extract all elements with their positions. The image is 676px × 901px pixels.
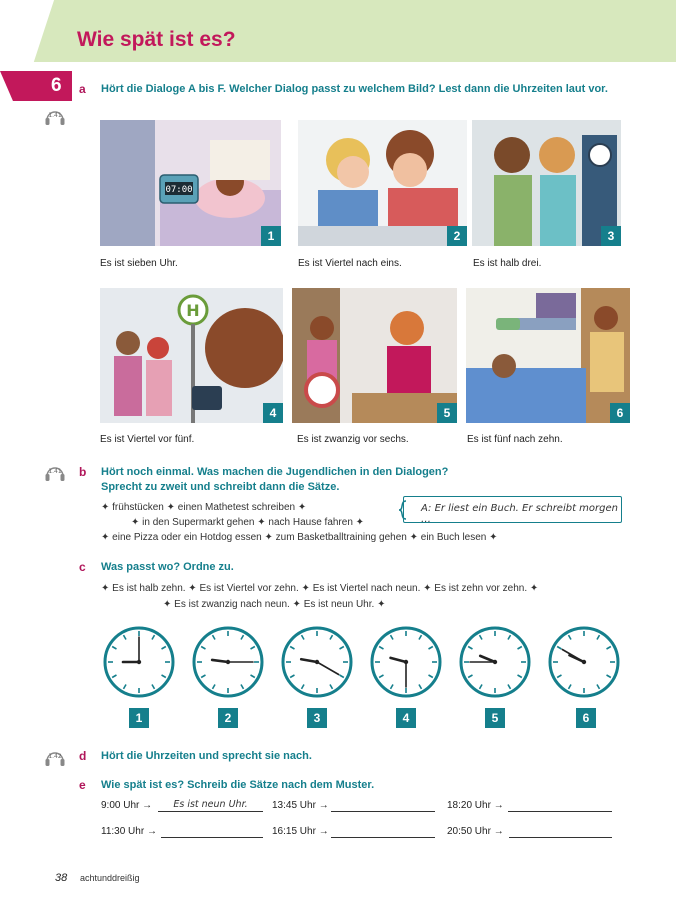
speech-bracket-icon [398,500,410,520]
exercise-number: 6 [51,75,62,96]
picture-number: 4 [263,403,283,423]
clock-number: 5 [485,708,505,728]
clock-face-1 [102,625,176,699]
phrase-line: ✦ Es ist halb zehn. ✦ Es ist Viertel vor zehn. ✦ Es ist Viertel nach neun. ✦ Es ist zehn vor zehn. ✦ [101,583,539,594]
clock-face-6 [547,625,621,699]
picture-caption: Es ist Viertel vor fünf. [100,434,195,445]
picture-4 [100,288,283,423]
picture-3 [472,120,621,246]
section-b-instruction-line1: Hört noch einmal. Was machen die Jugendlichen in den Dialogen? [101,466,449,478]
clock-number: 3 [307,708,327,728]
page-number-word: achtunddreißig [80,873,140,883]
clock-number: 4 [396,708,416,728]
section-a-letter: a [79,82,86,96]
section-b-letter: b [79,465,87,479]
section-e-instruction: Wie spät ist es? Schreib die Sätze nach dem Muster. [101,779,375,791]
picture-number: 2 [447,226,467,246]
answer-field[interactable]: Es ist neun Uhr. [158,799,263,812]
answer-field[interactable] [509,825,612,838]
time-label: 11:30 Uhr → [101,826,157,837]
picture-1 [100,120,281,246]
section-c-instruction: Was passt wo? Ordne zu. [101,561,234,573]
picture-caption: Es ist halb drei. [473,258,542,269]
time-label: 16:15 Uhr → [272,826,329,837]
answer-field[interactable] [161,825,263,838]
picture-5 [292,288,457,423]
answer-field[interactable] [508,799,612,812]
answer-field[interactable] [331,799,435,812]
picture-6 [466,288,630,423]
clock-face-3 [280,625,354,699]
picture-2 [298,120,467,246]
audio-icon[interactable] [44,462,66,482]
answer-field[interactable] [331,825,435,838]
time-label: 20:50 Uhr → [447,826,504,837]
clock-number: 2 [218,708,238,728]
alarm-display: 07:00 [165,185,193,195]
picture-number: 6 [610,403,630,423]
audio-track-number: 1.41 [48,468,62,475]
clock-face-2 [191,625,265,699]
example-speech-box [403,496,622,523]
clock-face-5 [458,625,532,699]
page-title: Wie spät ist es? [77,28,236,51]
phrase-line: ✦ Es ist zwanzig nach neun. ✦ Es ist neun Uhr. ✦ [163,599,386,610]
phrase-line: ✦ eine Pizza oder ein Hotdog essen ✦ zum Basketballtraining gehen ✦ ein Buch lesen ✦ [101,532,498,543]
example-text: A: Er liest ein Buch. Er schreibt morgen … [421,503,618,525]
audio-icon[interactable] [44,747,66,767]
time-label: 9:00 Uhr → [101,800,153,811]
time-label: 13:45 Uhr → [272,800,329,811]
section-e-letter: e [79,778,86,792]
picture-caption: Es ist zwanzig vor sechs. [297,434,409,445]
section-d-letter: d [79,749,87,763]
picture-number: 3 [601,226,621,246]
bus-stop-sign: H [186,301,200,320]
audio-track-number: 1.41 [48,112,62,119]
audio-icon[interactable] [44,106,66,126]
section-b-instruction-line2: Sprecht zu zweit und schreibt dann die Sätze. [101,481,340,493]
phrase-line: ✦ frühstücken ✦ einen Mathetest schreiben ✦ [101,502,307,513]
section-d-instruction: Hört die Uhrzeiten und sprecht sie nach. [101,750,312,762]
time-label: 18:20 Uhr → [447,800,504,811]
page-number: 38 [55,872,68,884]
picture-number: 5 [437,403,457,423]
clock-number: 1 [129,708,149,728]
phrase-line: ✦ in den Supermarkt gehen ✦ nach Hause fahren ✦ [131,517,365,528]
clock-number: 6 [576,708,596,728]
picture-caption: Es ist Viertel nach eins. [298,258,402,269]
picture-number: 1 [261,226,281,246]
section-c-letter: c [79,560,86,574]
clock-face-4 [369,625,443,699]
audio-track-number: 1.42 [48,753,62,760]
picture-caption: Es ist fünf nach zehn. [467,434,563,445]
section-a-instruction: Hört die Dialoge A bis F. Welcher Dialog passt zu welchem Bild? Lest dann die Uhrzeiten laut vor. [101,83,608,95]
picture-caption: Es ist sieben Uhr. [100,258,178,269]
